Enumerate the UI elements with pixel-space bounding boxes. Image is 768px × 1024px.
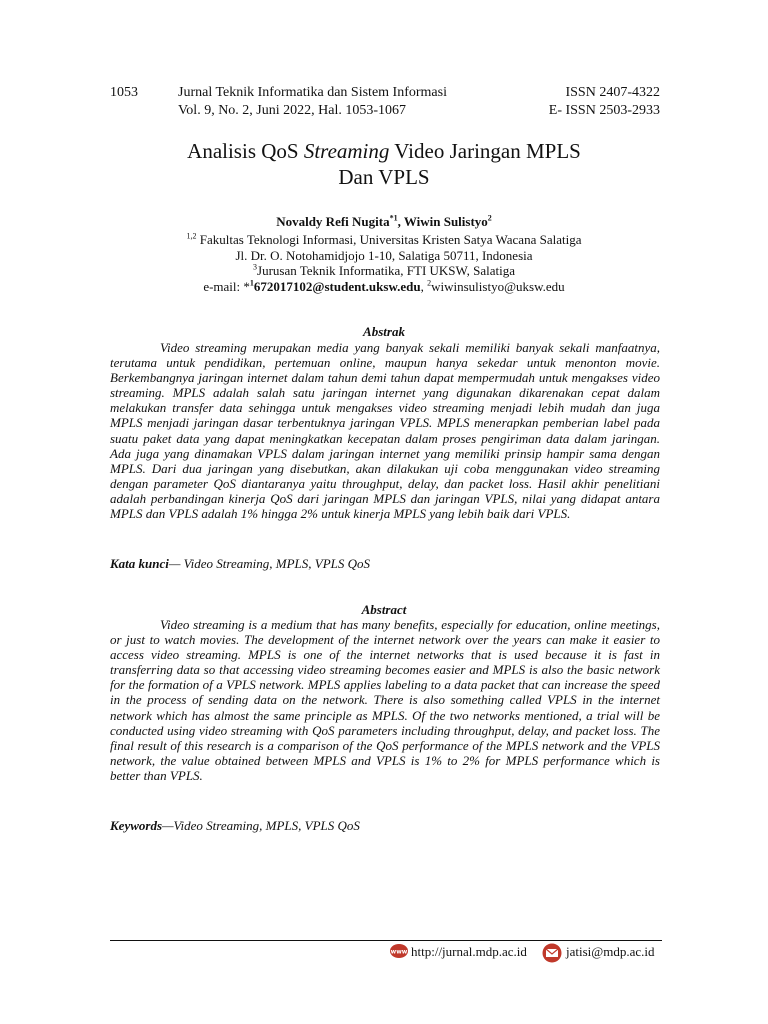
abstrak-heading: Abstrak: [363, 324, 405, 339]
aff3-mark: 3: [253, 262, 258, 272]
author1-mark: *1: [389, 213, 398, 223]
author2: Wiwin Sulistyo: [403, 214, 488, 229]
email-line: [0, 279, 768, 294]
volume-info: Vol. 9, No. 2, Juni 2022, Hal. 1053-1067: [178, 103, 407, 118]
email1: 672017102@student.uksw.edu: [253, 279, 421, 294]
kata-kunci-text: — Video Streaming, MPLS, VPLS QoS: [168, 556, 371, 571]
affiliation-1: [0, 232, 768, 247]
author2-mark: 2: [487, 213, 492, 223]
email-separator: ,: [420, 279, 428, 294]
keywords: [110, 818, 360, 833]
abstrak-body: Video streaming merupakan media yang banyak sekali memiliki banyak sekali manfaatnya, terutama untuk pendidikan, pertemuan online, maupun hanya sekedar untuk menonton movie. Berkembangnya jaringan internet dalam tahun demi tahun dapat mempermudah untuk mengakses video streaming. MPLS adalah salah satu jaringan internet yang digunakan dikarenakan cepat dalam melakukan transfer data sehingga untuk mengakses video streaming menjadi lebih mudah dan juga MPLS menjadi jaringan dasar terbentuknya jaringan VPLS. MPLS menerapkan pemberian label pada suatu paket data yang dapat meningkatkan kecepatan dalam proses pengiriman data dalam jaringan. Ada juga yang dinamakan VPLS dalam jaringan internet yang memiliki prinsip hampir sama dengan MPLS. Dari dua jaringan yang disebutkan, akan dilakukan uji coba menggunakan video streaming dengan parameter QoS diantaranya yaitu throughput, delay, dan packet loss. Hasil akhir penelitiani adalah perbandingan kinerja QoS dari jaringan MPLS dan jaringan VPLS, nilai yang didapat antara MPLS dan VPLS adalah 1% hingga 2% untuk kinerja MPLS yang lebih baik dari VPLS.: [110, 340, 660, 522]
affiliation-3: [0, 263, 768, 278]
footer-url[interactable]: http://jurnal.mdp.ac.id: [411, 944, 527, 959]
abstract-body: Video streaming is a medium that has many benefits, especially for education, online meetings, or just to watch movies. The development of the internet network over the years can make it easier to access video streaming. MPLS is one of the internet networks that is used because it is fast in transferring data so that accessing video streaming becomes easier and MPLS is also the basic network for the formation of a VPLS network. MPLS applies labeling to a data packet that can increase the speed in the process of sending data on the network. There is also something called VPLS in the internet network which has almost the same principle as MPLS. Of the two networks mentioned, a trial will be conducted using video streaming with QoS parameters including throughput, delay, and packet loss. The final result of this research is a comparison of the QoS performance of the MPLS network and the VPLS network, the value obtained between MPLS and VPLS is 1% to 2% for MPLS performance which is better than VPLS.: [110, 617, 660, 783]
title-part2: Video Jaringan MPLS: [389, 139, 581, 163]
aff1-text: Fakultas Teknologi Informasi, Universitas Kristen Satya Wacana Salatiga: [196, 232, 582, 247]
keywords-label: Keywords: [110, 818, 162, 833]
email2: wiwinsulistyo@uksw.edu: [431, 279, 565, 294]
issn: ISSN 2407-4322: [565, 85, 660, 100]
journal-name: Jurnal Teknik Informatika dan Sistem Informasi: [178, 85, 447, 100]
paper-title-line1: [0, 138, 768, 164]
footer-email[interactable]: jatisi@mdp.ac.id: [566, 944, 655, 959]
keywords-text: —Video Streaming, MPLS, VPLS QoS: [162, 818, 360, 833]
paper-title-line2: Dan VPLS: [338, 165, 430, 189]
email-label: e-mail: *: [203, 279, 250, 294]
globe-icon: [389, 943, 409, 959]
author-separator: ,: [397, 214, 404, 229]
author-line: [0, 214, 768, 229]
aff1-mark: 1,2: [186, 231, 197, 241]
aff3-text: Jurusan Teknik Informatika, FTI UKSW, Salatiga: [257, 263, 515, 278]
envelope-icon: [541, 943, 563, 963]
eissn: E- ISSN 2503-2933: [548, 103, 660, 118]
title-part1: Analisis QoS: [187, 139, 304, 163]
email1-mark: 1: [249, 278, 254, 288]
abstract-heading: Abstract: [361, 602, 407, 617]
kata-kunci: [110, 556, 370, 571]
affiliation-address: Jl. Dr. O. Notohamidjojo 1-10, Salatiga 50711, Indonesia: [235, 248, 533, 263]
globe-icon-text: www: [390, 948, 408, 956]
email2-mark: 2: [427, 278, 432, 288]
footer-divider: [110, 940, 662, 941]
title-italic: Streaming: [303, 139, 390, 163]
author1: Novaldy Refi Nugita: [276, 214, 390, 229]
kata-kunci-label: Kata kunci: [110, 556, 169, 571]
page-number: 1053: [110, 85, 138, 100]
